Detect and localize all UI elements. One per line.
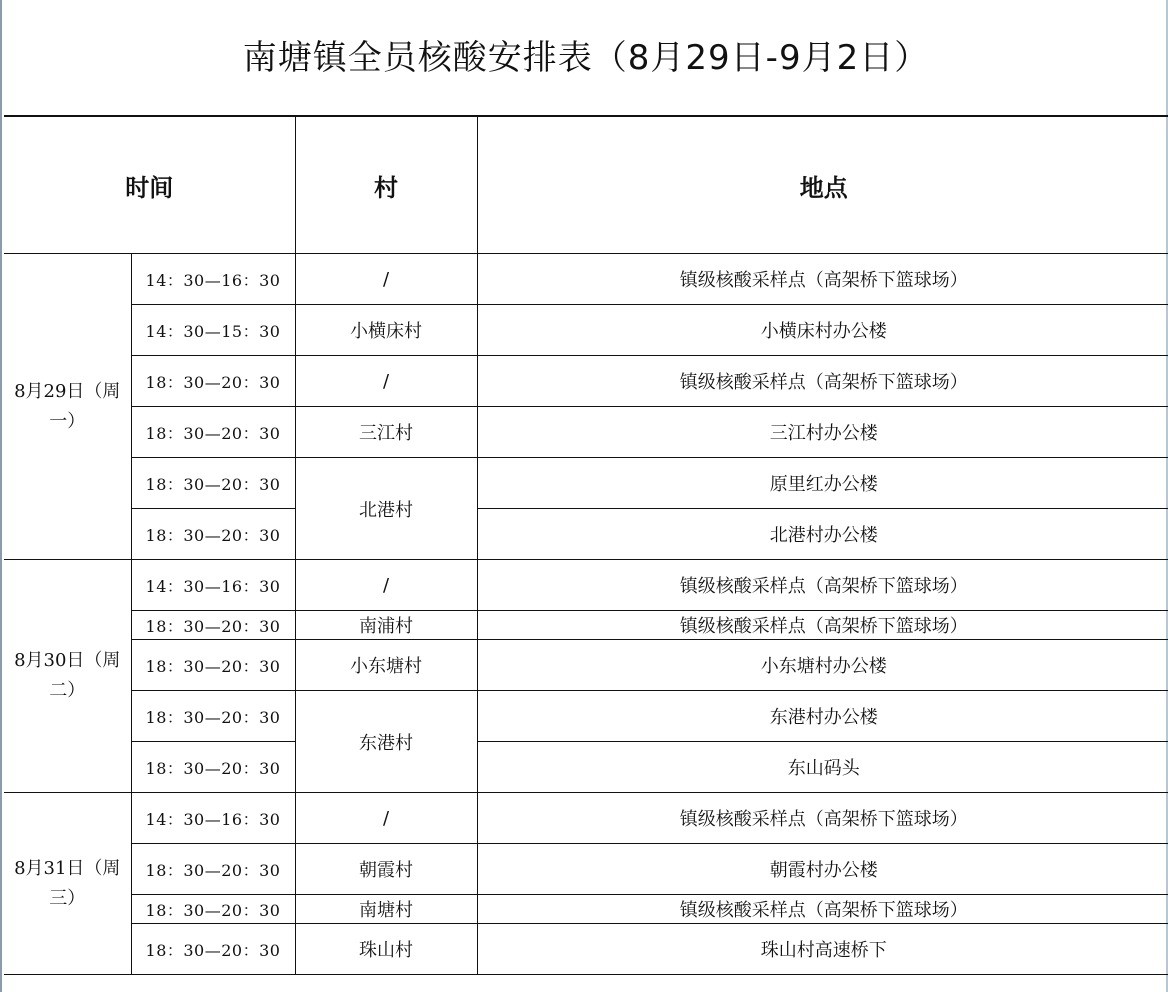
location-cell: 镇级核酸采样点（高架桥下篮球场） <box>477 611 1168 640</box>
table-row <box>4 844 1168 895</box>
header-row <box>4 116 1168 254</box>
table-row <box>4 254 1168 305</box>
table-row <box>4 458 1168 509</box>
location-cell: 镇级核酸采样点（高架桥下篮球场） <box>477 560 1168 611</box>
village-cell: 朝霞村 <box>295 844 477 895</box>
table-row <box>4 356 1168 407</box>
location-cell: 朝霞村办公楼 <box>477 844 1168 895</box>
time-cell: 14：30—15：30 <box>131 305 295 356</box>
location-cell: 北港村办公楼 <box>477 509 1168 560</box>
village-cell: 东港村 <box>295 691 477 793</box>
table-row <box>4 895 1168 924</box>
village-cell: 珠山村 <box>295 924 477 975</box>
table-row <box>4 305 1168 356</box>
table-row <box>4 611 1168 640</box>
date-cell: 8月29日（周一） <box>4 254 131 560</box>
table-row <box>4 560 1168 611</box>
location-cell: 东山码头 <box>477 742 1168 793</box>
time-cell: 18：30—20：30 <box>131 742 295 793</box>
location-cell: 小横床村办公楼 <box>477 305 1168 356</box>
time-cell: 18：30—20：30 <box>131 509 295 560</box>
village-cell: 南浦村 <box>295 611 477 640</box>
village-cell: 小东塘村 <box>295 640 477 691</box>
header-time: 时间 <box>4 116 295 254</box>
time-cell: 18：30—20：30 <box>131 844 295 895</box>
table-row <box>4 793 1168 844</box>
date-cell: 8月30日（周二） <box>4 560 131 793</box>
time-cell: 18：30—20：30 <box>131 611 295 640</box>
location-cell: 镇级核酸采样点（高架桥下篮球场） <box>477 356 1168 407</box>
village-cell: 三江村 <box>295 407 477 458</box>
village-cell: 北港村 <box>295 458 477 560</box>
time-cell: 18：30—20：30 <box>131 924 295 975</box>
time-cell: 14：30—16：30 <box>131 254 295 305</box>
table-row <box>4 407 1168 458</box>
location-cell: 东港村办公楼 <box>477 691 1168 742</box>
table-row <box>4 640 1168 691</box>
time-cell: 18：30—20：30 <box>131 458 295 509</box>
date-cell: 8月31日（周三） <box>4 793 131 975</box>
location-cell: 镇级核酸采样点（高架桥下篮球场） <box>477 793 1168 844</box>
village-cell: / <box>295 254 477 305</box>
location-cell: 珠山村高速桥下 <box>477 924 1168 975</box>
village-cell: / <box>295 560 477 611</box>
location-cell: 三江村办公楼 <box>477 407 1168 458</box>
village-cell: 小横床村 <box>295 305 477 356</box>
page-title: 南塘镇全员核酸安排表（8月29日-9月2日） <box>242 38 930 78</box>
schedule-table <box>4 115 1168 975</box>
time-cell: 14：30—16：30 <box>131 793 295 844</box>
table-row <box>4 742 1168 793</box>
time-cell: 18：30—20：30 <box>131 895 295 924</box>
table-row <box>4 509 1168 560</box>
header-village: 村 <box>295 116 477 254</box>
location-cell: 小东塘村办公楼 <box>477 640 1168 691</box>
time-cell: 18：30—20：30 <box>131 640 295 691</box>
header-location: 地点 <box>477 116 1168 254</box>
village-cell: / <box>295 356 477 407</box>
table-row <box>4 924 1168 975</box>
village-cell: 南塘村 <box>295 895 477 924</box>
time-cell: 14：30—16：30 <box>131 560 295 611</box>
location-cell: 原里红办公楼 <box>477 458 1168 509</box>
table-row <box>4 691 1168 742</box>
time-cell: 18：30—20：30 <box>131 691 295 742</box>
time-cell: 18：30—20：30 <box>131 356 295 407</box>
village-cell: / <box>295 793 477 844</box>
time-cell: 18：30—20：30 <box>131 407 295 458</box>
location-cell: 镇级核酸采样点（高架桥下篮球场） <box>477 895 1168 924</box>
location-cell: 镇级核酸采样点（高架桥下篮球场） <box>477 254 1168 305</box>
